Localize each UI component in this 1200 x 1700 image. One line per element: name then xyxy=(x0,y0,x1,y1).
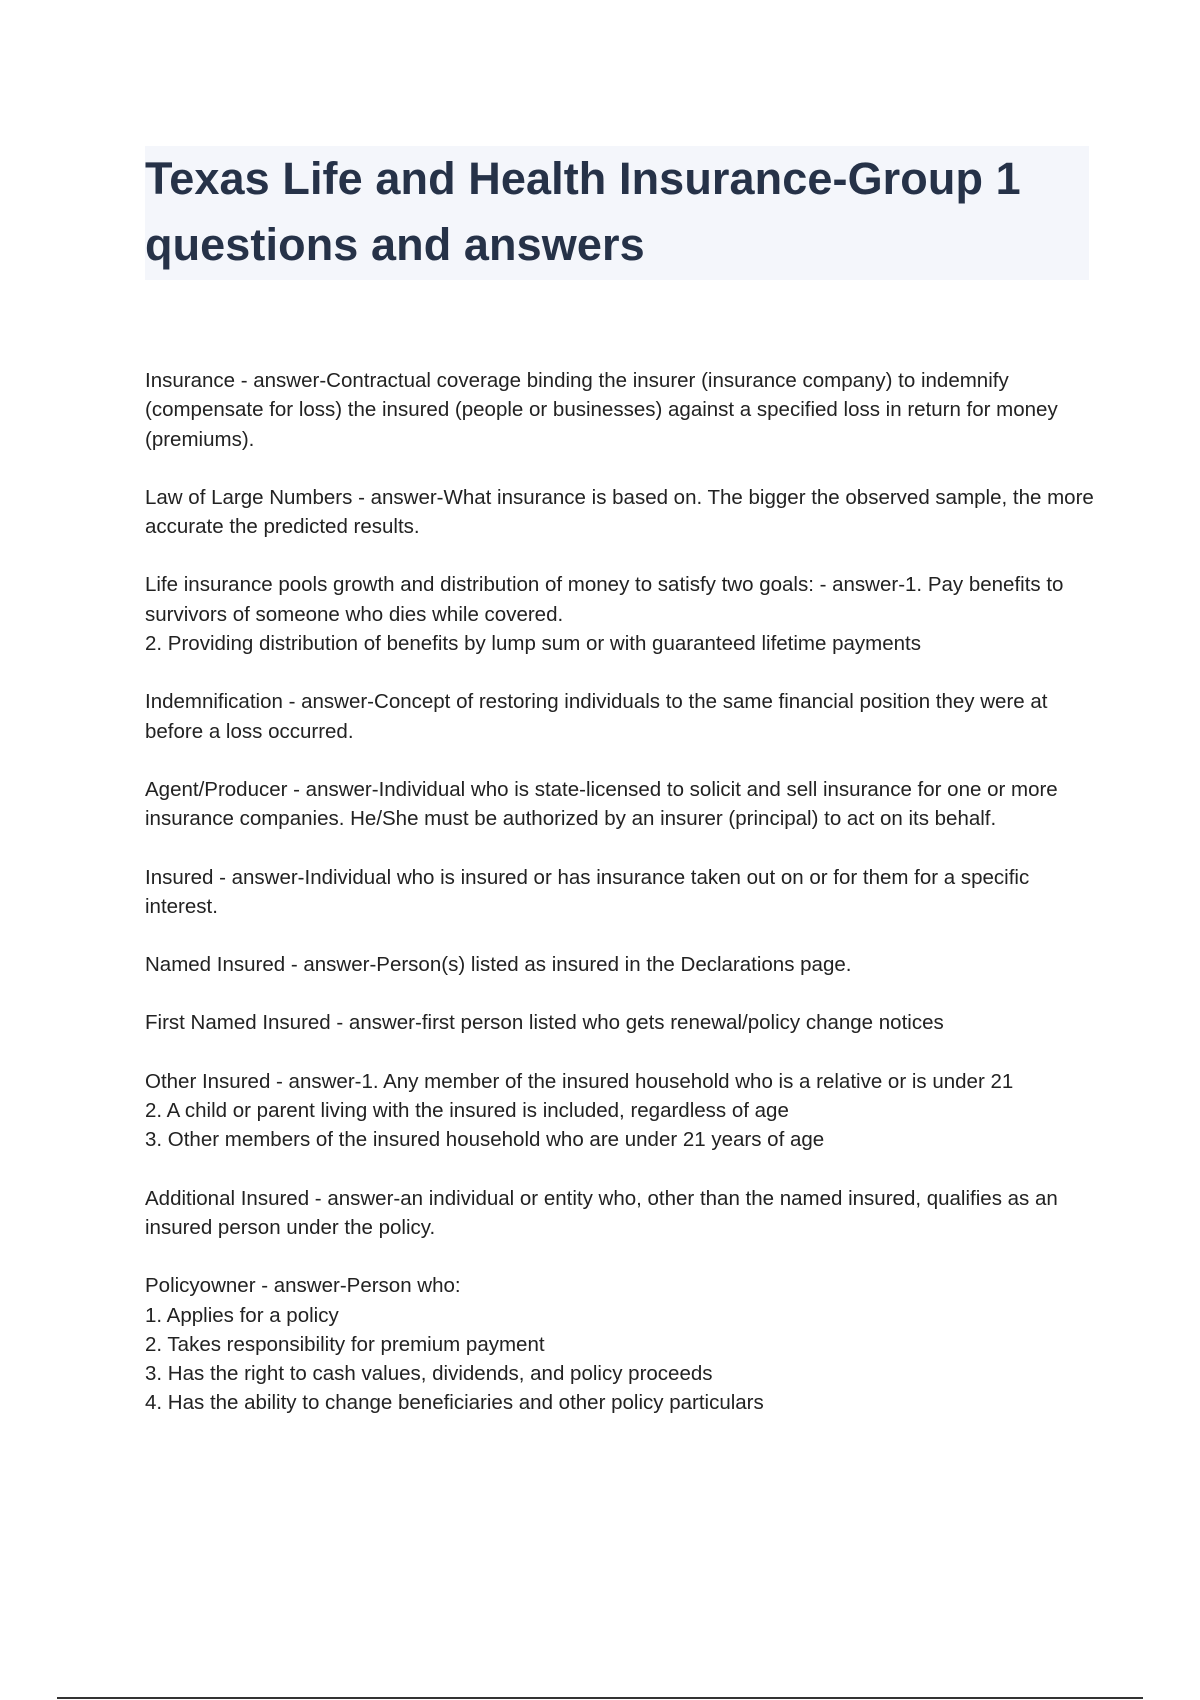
qa-line: Named Insured - answer-Person(s) listed as insured in the Declarations page. xyxy=(145,953,852,977)
qa-entry-agent-producer xyxy=(145,775,1095,834)
qa-line: Law of Large Numbers - answer-What insurance is based on. The bigger the observed sample, the more accurate the predicted results. xyxy=(145,485,1094,539)
qa-line: First Named Insured - answer-first person listed who gets renewal/policy change notices xyxy=(145,1011,944,1035)
qa-line: 2. Providing distribution of benefits by lump sum or with guaranteed lifetime payments xyxy=(145,632,921,656)
qa-line: Policyowner - answer-Person who: xyxy=(145,1274,461,1298)
qa-entry-law-of-large-numbers xyxy=(145,483,1095,542)
qa-line: Agent/Producer - answer-Individual who is state-licensed to solicit and sell insurance for one or more insurance companies. He/She must be authorized by an insurer (principal) to act on its behalf. xyxy=(145,777,1058,831)
qa-entry-other-insured xyxy=(145,1067,1095,1155)
qa-line: 2. Takes responsibility for premium payment xyxy=(145,1332,545,1356)
document-title xyxy=(145,146,1089,278)
qa-entry-indemnification xyxy=(145,687,1095,746)
qa-entry-life-insurance-goals xyxy=(145,570,1095,658)
qa-line: Additional Insured - answer-an individual or entity who, other than the named insured, qualifies as an insured person under the policy. xyxy=(145,1186,1058,1239)
qa-line: 2. A child or parent living with the insured is included, regardless of age xyxy=(145,1099,789,1123)
qa-line: Insured - answer-Individual who is insured or has insurance taken out on or for them for a specific interest. xyxy=(145,865,1030,918)
qa-line: 3. Has the right to cash values, dividends, and policy proceeds xyxy=(145,1362,713,1386)
qa-line: 1. Applies for a policy xyxy=(145,1303,339,1327)
qa-entry-first-named-insured xyxy=(145,1008,1095,1037)
title-line-1: Texas Life and Health Insurance-Group 1 xyxy=(145,153,1021,204)
qa-entry-additional-insured xyxy=(145,1184,1095,1243)
qa-list xyxy=(145,366,1095,1447)
qa-entry-named-insured xyxy=(145,950,1095,979)
qa-line: Indemnification - answer-Concept of restoring individuals to the same financial position they were at before a loss occurred. xyxy=(145,690,1048,743)
title-banner xyxy=(145,146,1089,280)
qa-line: 3. Other members of the insured household who are under 21 years of age xyxy=(145,1128,825,1152)
qa-line: 4. Has the ability to change beneficiaries and other policy particulars xyxy=(145,1391,764,1415)
footer-divider xyxy=(57,1697,1143,1699)
qa-entry-insured xyxy=(145,863,1095,922)
qa-line: Insurance - answer-Contractual coverage binding the insurer (insurance company) to indemnify (compensate for loss) the insured (people or businesses) against a specified loss in return for money (premiums). xyxy=(145,369,1058,451)
qa-entry-insurance xyxy=(145,366,1095,454)
qa-line: Other Insured - answer-1. Any member of the insured household who is a relative or is under 21 xyxy=(145,1069,1014,1093)
title-line-2: questions and answers xyxy=(145,219,645,270)
qa-entry-policyowner xyxy=(145,1271,1095,1417)
qa-line: Life insurance pools growth and distribution of money to satisfy two goals: - answer-1. Pay benefits to survivors of someone who dies while covered. xyxy=(145,573,1064,626)
